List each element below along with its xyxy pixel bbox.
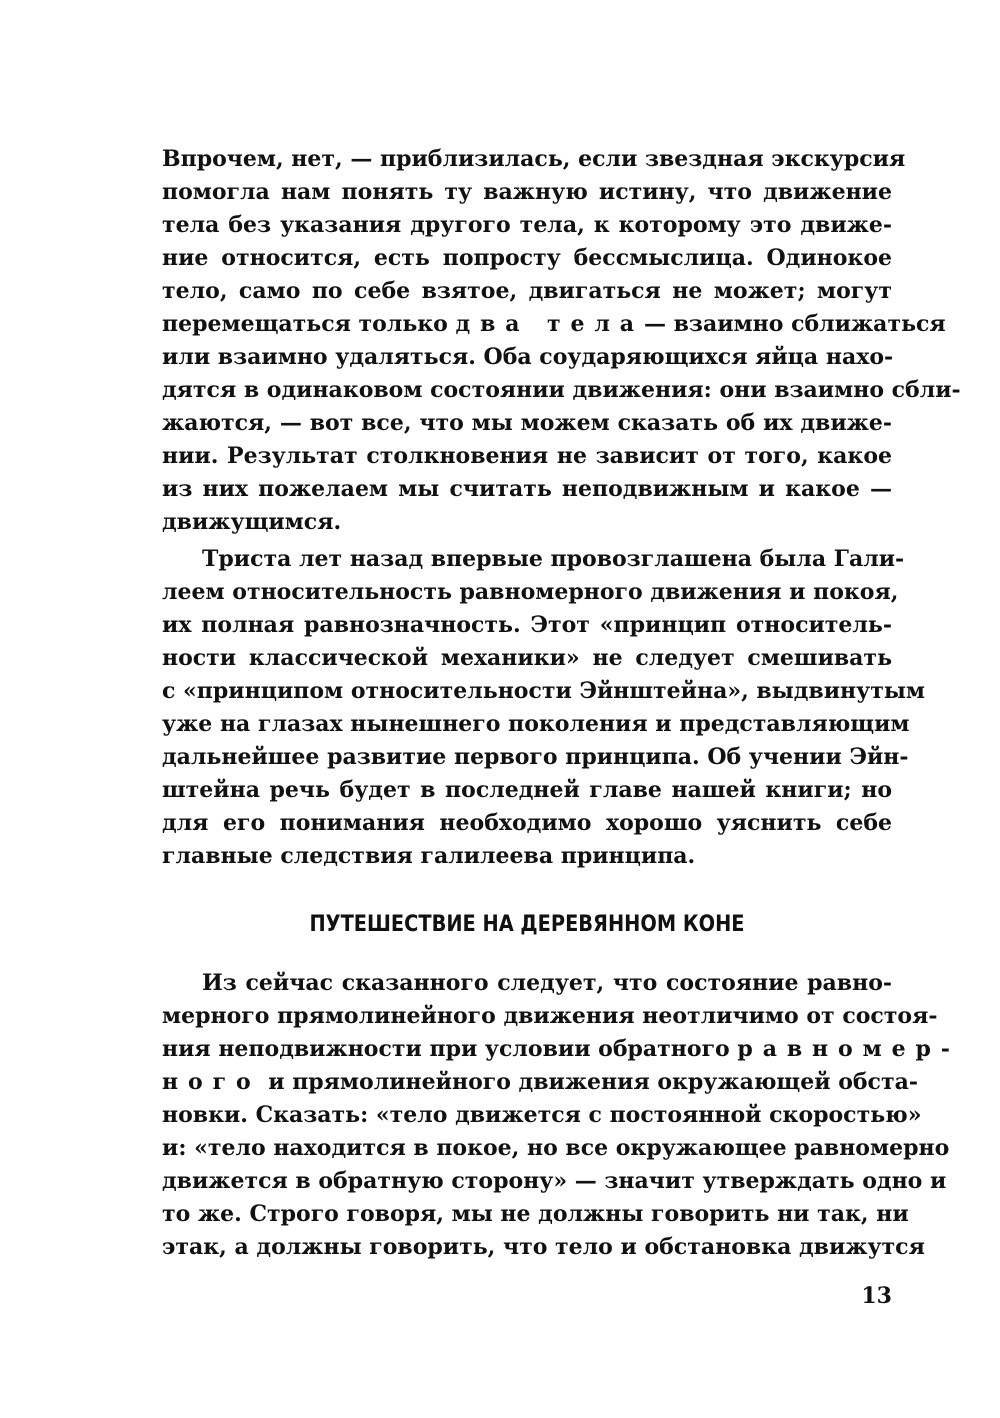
text-line: Впрочем, нет, — приблизилась, если звездная экскурсия [162, 146, 906, 172]
text-line: движется в обратную сторону» — значит утверждать одно и [162, 1168, 947, 1194]
text-line: уже на глазах нынешнего поколения и представляющим [162, 711, 910, 737]
text-line: или взаимно удаляться. Оба соударяющихся яйца нахо- [162, 344, 894, 370]
spaced-emphasis: ного [162, 1069, 261, 1095]
text-line: новки. Сказать: «тело движется с постоянной скоростью» [162, 1102, 922, 1128]
text-line: Триста лет назад впервые провозглашена была Гали- [202, 546, 905, 572]
text-segment: ния неподвижности при условии обратного [162, 1036, 730, 1062]
text-segment: — взаимно сближаться [643, 311, 946, 337]
text-segment: и прямолинейного движения окружающей обста- [268, 1069, 918, 1095]
text-line: леем относительность равномерного движения и покоя, [162, 579, 899, 605]
text-segment: перемещаться только [162, 311, 448, 337]
text-line: жаются, — вот все, что мы можем сказать об их движе- [162, 410, 892, 436]
text-line: Из сейчас сказанного следует, что состояние равно- [202, 970, 892, 996]
text-line: ности классической механики» не следует смешивать [162, 645, 892, 671]
text-line: с «принципом относительности Эйнштейна», выдвинутым [162, 678, 925, 704]
page-number: 13 [861, 1283, 892, 1309]
section-heading: ПУТЕШЕСТВИЕ НА ДЕРЕВЯННОМ КОНЕ [309, 912, 745, 937]
text-line: дальнейшее развитие первого принципа. Об учении Эйн- [162, 744, 909, 770]
text-line: ние относится, есть попросту бессмыслица. Одинокое [162, 245, 892, 271]
text-line-with-emphasis [162, 308, 946, 341]
text-line: штейна речь будет в последней главе нашей книги; но [162, 777, 892, 803]
text-line: тело, само по себе взятое, двигаться не может; могут [162, 278, 892, 304]
text-line: дятся в одинаковом состоянии движения: они взаимно сбли- [162, 377, 961, 403]
text-line: помогла нам понять ту важную истину, что движение [162, 179, 892, 205]
text-line: то же. Строго говоря, мы не должны говорить ни так, ни [162, 1201, 909, 1227]
spaced-emphasis: два тела [455, 311, 644, 337]
text-line: этак, а должны говорить, что тело и обстановка движутся [162, 1234, 925, 1260]
text-line: мерного прямолинейного движения неотличимо от состоя- [162, 1003, 938, 1029]
spaced-emphasis: равномер- [737, 1036, 960, 1062]
paragraph-2 [162, 543, 925, 873]
text-line: их полная равнозначность. Этот «принцип относитель- [162, 612, 892, 638]
text-line-with-emphasis [162, 1033, 960, 1066]
text-line-with-emphasis [162, 1066, 918, 1099]
text-line: нии. Результат столкновения не зависит от того, какое [162, 443, 892, 469]
text-line: из них пожелаем мы считать неподвижным и какое — [162, 476, 892, 502]
text-line: тела без указания другого тела, к которому это движе- [162, 212, 892, 238]
text-line: и: «тело находится в покое, но все окружающее равномерно [162, 1135, 950, 1161]
paragraph-1 [162, 143, 961, 539]
text-line: движущимся. [162, 509, 342, 535]
text-line: для его понимания необходимо хорошо уяснить себе [162, 810, 892, 836]
paragraph-3 [162, 967, 960, 1264]
text-line: главные следствия галилеева принципа. [162, 843, 696, 869]
